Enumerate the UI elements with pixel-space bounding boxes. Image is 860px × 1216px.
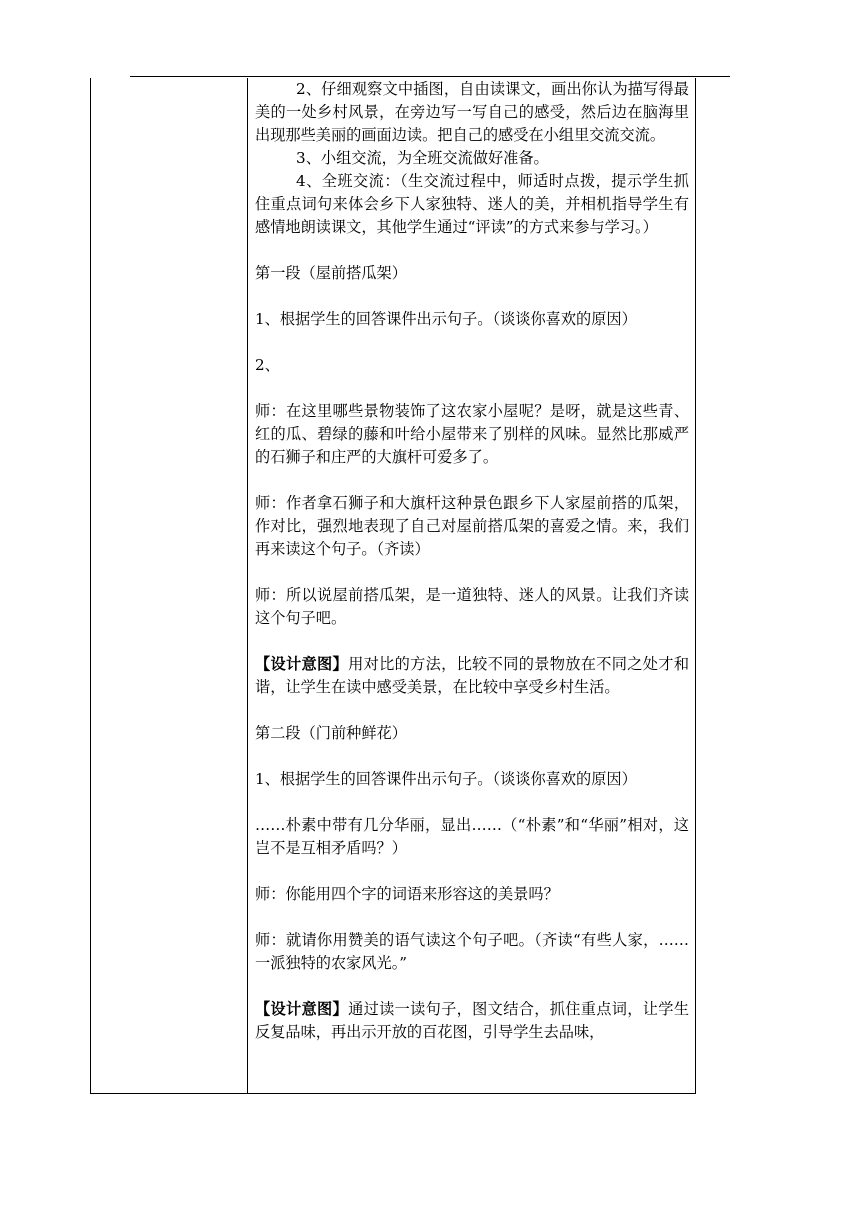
step-4-paragraph: 4、全班交流：（生交流过程中，师适时点拨，提示学生抓住重点词句来体会乡下人家独特、迷人的美，并相机指导学生有感情地朗读课文，其他学生通过“评读”的方式来参与学习。） [255, 172, 689, 236]
section-1-item-2: 2、 [255, 356, 280, 374]
design-intent-2 [255, 998, 689, 1044]
section-2-item-1: 1、根据学生的回答课件出示句子。（谈谈你喜欢的原因） [255, 770, 637, 788]
step-3-paragraph: 3、小组交流，为全班交流做好准备。 [296, 149, 549, 167]
teacher-remark-3: 师：所以说屋前搭瓜架，是一道独特、迷人的风景。让我们齐读这个句子吧。 [255, 586, 689, 627]
teacher-remark-2: 师：作者拿石狮子和大旗杆这种景色跟乡下人家屋前搭的瓜架，作对比，强烈地表现了自己对屋前搭瓜架的喜爱之情。来，我们再来读这个句子。（齐读） [255, 494, 689, 558]
teacher-remark-1: 师：在这里哪些景物装饰了这农家小屋呢？是呀，就是这些青、红的瓜、碧绿的藤和叶给小屋带来了别样的风味。显然比那威严的石狮子和庄严的大旗杆可爱多了。 [255, 402, 689, 466]
section-1-item-1: 1、根据学生的回答课件出示句子。（谈谈你喜欢的原因） [255, 310, 637, 328]
column-divider [247, 78, 248, 1093]
teacher-remark-5: 师：就请你用赞美的语气读这个句子吧。（齐读“有些人家，……一派独特的农家风光。” [255, 931, 689, 972]
design-intent-label: 【设计意图】 [255, 1000, 349, 1018]
teacher-remark-4: 师：你能用四个字的词语来形容这的美景吗？ [255, 885, 559, 903]
design-intent-text: 通过读一读句子，图文结合，抓住重点词，让学生反复品味，再出示开放的百花图，引导学生去品味， [255, 1000, 690, 1041]
content-cell [255, 78, 689, 1044]
step-2-paragraph: 2、仔细观察文中插图，自由读课文，画出你认为描写得最美的一处乡村风景，在旁边写一写自己的感受，然后边在脑海里出现那些美丽的画面边读。把自己的感受在小组里交流交流。 [255, 80, 689, 144]
design-intent-label: 【设计意图】 [255, 655, 349, 673]
design-intent-1 [255, 653, 689, 699]
section-2-heading: 第二段（门前种鲜花） [255, 724, 407, 742]
header-rule [130, 76, 730, 77]
section-1-heading: 第一段（屋前搭瓜架） [255, 264, 407, 282]
design-intent-text: 用对比的方法，比较不同的景物放在不同之处才和谐，让学生在读中感受美景，在比较中享受乡村生活。 [255, 655, 690, 696]
lesson-table [90, 78, 696, 1094]
quote-note: ……朴素中带有几分华丽，显出……（“朴素”和“华丽”相对，这岂不是互相矛盾吗？） [255, 816, 689, 857]
